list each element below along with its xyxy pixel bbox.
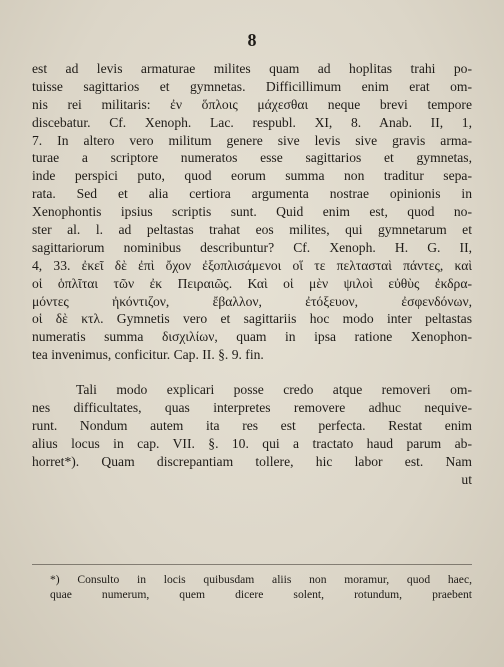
text-line: discebatur. Cf. Xenoph. Lac. respubl. XI, 8. Anab. II, 1, xyxy=(32,114,472,130)
text-line: horret*). Quam discrepantiam tollere, hic labor est. Nam xyxy=(32,453,472,469)
text-line: Tali modo explicari posse credo atque removeri om- xyxy=(76,382,472,398)
text-line: 4, 33. ἐκεῖ δὲ ἐπὶ ὄχον ἐξοπλισάμενοι οἵ τε πελτασταὶ πάντες, καὶ xyxy=(32,257,472,273)
text-line: turae a scriptore numeratos esse sagittarios et gymnetas, xyxy=(32,150,472,166)
text-line: sagittariorum nominibus describuntur? Cf. Xenoph. H. G. II, xyxy=(32,239,472,255)
text-line: runt. Nondum autem ita res est perfecta. Restat enim xyxy=(32,417,472,433)
text-line: est ad levis armaturae milites quam ad hoplitas trahi po- xyxy=(32,61,472,76)
text-line: alius locus in cap. VII. §. 10. qui a tractato haud parum ab- xyxy=(32,435,472,451)
text-line: μόντες ἠκόντιζον, ἔβαλλον, ἐτόξευον, ἐσφενδόνων, xyxy=(32,293,472,309)
footnote-line: *) Consulto in locis quibusdam aliis non moramur, quod haec, xyxy=(50,573,472,586)
body-text xyxy=(32,60,472,488)
footnote xyxy=(32,572,472,602)
footnote-line: quae numerum, quem dicere solent, rotundum, praebent xyxy=(50,588,472,601)
text-line: οἱ ὁπλῖται τῶν ἐκ Πειραιῶς. Καὶ οἱ μὲν ψιλοὶ εὐθὺς ἐκδρα- xyxy=(32,275,472,291)
text-line: οἱ δὲ κτλ. Gymnetis vero et sagittariis hoc modo inter peltastas xyxy=(32,311,472,327)
footnote-rule xyxy=(32,564,472,565)
text-line: Xenophontis ipsius scriptis sunt. Quid enim est, quod no- xyxy=(32,204,472,220)
paragraph-1 xyxy=(32,60,472,364)
paragraph-2 xyxy=(32,381,472,488)
text-line: inde perspici puto, quod eorum summa non traditur sepa- xyxy=(32,168,472,184)
catchword: ut xyxy=(461,471,472,487)
text-line: rata. Sed et alia certiora argumenta nostrae opinionis in xyxy=(32,186,472,202)
page-number: 8 xyxy=(247,30,257,50)
text-line: tuisse sagittarios et gymnetas. Difficillimum enim erat om- xyxy=(32,78,472,94)
text-line: nis rei militaris: ἐν ὅπλοις μάχεσθαι neque brevi tempore xyxy=(32,96,472,112)
text-line: tea invenimus, conficitur. Cap. II. §. 9. fin. xyxy=(32,347,264,363)
paragraph-gap xyxy=(32,364,472,381)
text-line: 7. In altero vero militum genere sive levis sive gravis arma- xyxy=(32,132,472,148)
text-line: numeratis summa δισχιλίων, quam in ipsa ratione Xenophon- xyxy=(32,329,472,345)
text-line: ster al. l. ad peltastas trahat eos milites, qui gymnetarum et xyxy=(32,222,472,238)
text-line: nes difficultates, quas interpretes removere adhuc nequive- xyxy=(32,400,472,416)
